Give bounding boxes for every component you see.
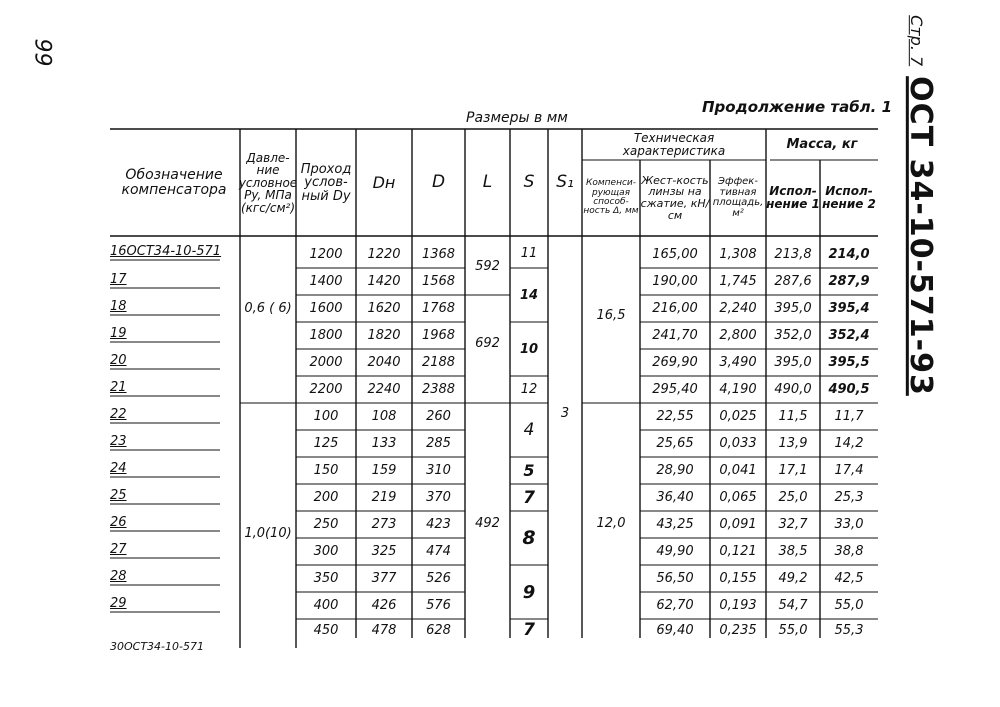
mass2-cell: 395,5 <box>828 355 870 370</box>
header-dn: Dн <box>372 172 396 192</box>
designation-2: 17 <box>110 272 127 287</box>
header-s1: S₁ <box>556 172 574 193</box>
dy-cell: 100 <box>313 409 339 424</box>
dn-cell: 478 <box>371 622 397 638</box>
mass1-cell: 54,7 <box>778 598 808 613</box>
s-7a: 7 <box>523 487 535 508</box>
d-cell: 370 <box>426 490 451 505</box>
compensator-table <box>110 128 880 653</box>
mass2-cell: 33,0 <box>834 517 864 532</box>
dn-cell: 325 <box>371 544 397 559</box>
s-12: 12 <box>520 382 538 397</box>
designation-10: 25 <box>110 488 127 503</box>
mass2-cell: 42,5 <box>834 571 864 586</box>
area-cell: 0,193 <box>719 598 757 613</box>
mass1-cell: 395,0 <box>774 355 812 370</box>
dy-cell: 250 <box>313 517 339 532</box>
mass2-cell: 38,8 <box>834 544 864 559</box>
d-cell: 526 <box>426 571 451 586</box>
header-d: D <box>431 172 446 193</box>
dn-cell: 1620 <box>367 301 401 316</box>
area-cell: 0,065 <box>719 490 757 505</box>
mass2-cell: 490,5 <box>828 382 870 397</box>
header-effective-area: Эффек-тивная площадь, м² <box>712 176 764 219</box>
area-cell: 0,121 <box>719 544 757 559</box>
dy-cell: 2200 <box>309 382 343 397</box>
stiffness-cell: 36,40 <box>656 490 694 505</box>
stiffness-cell: 295,40 <box>652 382 698 397</box>
dy-cell: 1600 <box>309 301 343 316</box>
area-cell: 1,308 <box>719 247 757 262</box>
s-9: 9 <box>522 581 536 603</box>
header-pressure: Давле-ние условное Py, МПа (кгс/см²) <box>238 150 298 215</box>
l-692: 692 <box>475 335 500 351</box>
mass2-cell: 214,0 <box>828 247 870 262</box>
header-tech-group: Техническая характеристика <box>622 131 726 158</box>
area-cell: 0,091 <box>719 517 757 532</box>
pressure-group-1: 0,6 ( 6) <box>244 300 292 316</box>
header-l: L <box>482 172 493 193</box>
mass2-cell: 17,4 <box>834 463 864 478</box>
dy-cell: 400 <box>313 598 339 613</box>
d-cell: 1768 <box>421 301 456 316</box>
d-cell: 1368 <box>421 247 456 262</box>
header-mass-group: Масса, кг <box>786 137 858 153</box>
area-cell: 3,490 <box>719 355 757 370</box>
dy-cell: 300 <box>313 544 339 559</box>
mass1-cell: 38,5 <box>778 544 808 559</box>
designation-5: 20 <box>110 353 127 368</box>
standard-code: ОСТ 34-10-571-93 <box>902 75 938 396</box>
side-page-number: 99 <box>29 38 55 67</box>
d-cell: 1568 <box>421 274 456 289</box>
mass2-cell: 287,9 <box>828 274 870 289</box>
designation-6: 21 <box>110 380 127 395</box>
dn-cell: 219 <box>371 490 397 505</box>
designation-3: 18 <box>110 299 127 314</box>
dn-cell: 108 <box>371 409 397 424</box>
mass1-cell: 490,0 <box>774 382 812 397</box>
designation-13: 28 <box>110 569 127 584</box>
mass1-cell: 352,0 <box>774 328 812 343</box>
area-cell: 2,240 <box>719 301 757 316</box>
dn-cell: 2040 <box>367 355 401 370</box>
area-cell: 0,155 <box>719 571 757 586</box>
dy-cell: 125 <box>313 436 339 451</box>
header-passage: Проход услов-ный Dy <box>300 161 352 204</box>
stiffness-cell: 28,90 <box>656 463 694 478</box>
dy-cell: 1200 <box>309 247 343 262</box>
mass1-cell: 213,8 <box>774 247 812 262</box>
dn-cell: 1220 <box>367 247 401 262</box>
mass2-cell: 14,2 <box>834 436 864 451</box>
dn-cell: 1420 <box>367 274 401 289</box>
area-cell: 0,033 <box>719 436 757 451</box>
dn-cell: 2240 <box>367 382 401 397</box>
mass2-cell: 55,0 <box>834 598 864 613</box>
header-mass-1: Испол-нение 1 <box>766 184 820 211</box>
stiffness-cell: 25,65 <box>656 436 694 451</box>
dn-cell: 426 <box>371 598 397 613</box>
mass1-cell: 25,0 <box>778 490 808 505</box>
stiffness-cell: 241,70 <box>652 328 698 343</box>
stiffness-cell: 43,25 <box>656 517 694 532</box>
dn-cell: 133 <box>371 436 397 451</box>
dy-cell: 1800 <box>309 328 343 343</box>
stiffness-cell: 69,40 <box>656 622 694 638</box>
header-compensation: Компенси-рующая способ-ность Δ, мм <box>583 178 639 217</box>
mass1-cell: 32,7 <box>778 517 808 532</box>
mass2-cell: 25,3 <box>834 490 864 505</box>
designation-9: 24 <box>110 461 127 476</box>
dy-cell: 1400 <box>309 274 343 289</box>
d-cell: 423 <box>426 517 451 532</box>
designation-15: 30ОСТ34-10-571 <box>110 640 204 653</box>
d-cell: 2388 <box>421 382 456 397</box>
mass2-cell: 352,4 <box>828 328 870 343</box>
continuation-title: Продолжение табл. 1 <box>702 98 893 116</box>
stiffness-cell: 216,00 <box>652 301 698 316</box>
designation-7: 22 <box>110 407 127 422</box>
header-mass-2: Испол-нение 2 <box>822 184 876 211</box>
mass1-cell: 287,6 <box>774 274 812 289</box>
s-7b: 7 <box>523 620 535 640</box>
area-cell: 0,041 <box>719 463 757 478</box>
mass1-cell: 13,9 <box>778 436 808 451</box>
designation-11: 26 <box>110 515 127 530</box>
s-11: 11 <box>520 245 538 261</box>
dy-cell: 350 <box>313 571 339 586</box>
dy-cell: 450 <box>313 622 339 638</box>
d-cell: 474 <box>426 544 451 559</box>
stiffness-cell: 190,00 <box>652 274 698 289</box>
designation-4: 19 <box>110 326 127 341</box>
l-592: 592 <box>475 258 500 274</box>
stiffness-cell: 22,55 <box>656 409 694 424</box>
s1-3: 3 <box>560 405 570 421</box>
designation-14: 29 <box>110 596 127 611</box>
d-cell: 310 <box>426 463 451 478</box>
d-cell: 576 <box>426 598 451 613</box>
dy-cell: 2000 <box>309 355 343 370</box>
dn-cell: 159 <box>371 463 397 478</box>
area-cell: 0,235 <box>719 622 757 638</box>
stiffness-cell: 49,90 <box>656 544 694 559</box>
pressure-group-2: 1,0(10) <box>244 525 292 541</box>
mass1-cell: 395,0 <box>774 301 812 316</box>
comp-12-0: 12,0 <box>596 515 626 531</box>
mass1-cell: 17,1 <box>778 463 808 478</box>
dy-cell: 200 <box>313 490 339 505</box>
mass1-cell: 11,5 <box>778 409 808 424</box>
s-14: 14 <box>519 287 539 303</box>
mass1-cell: 49,2 <box>778 571 808 586</box>
s-5: 5 <box>523 461 535 480</box>
area-cell: 1,745 <box>719 274 757 289</box>
header-stiffness: Жест-кость линзы на сжатие, кН/см <box>640 173 710 222</box>
dn-cell: 1820 <box>367 328 401 343</box>
header-designation: Обозначение компенсатора <box>121 167 227 198</box>
mass2-cell: 11,7 <box>834 409 864 424</box>
header-s: S <box>523 172 535 193</box>
designation-12: 27 <box>110 542 127 557</box>
mass2-cell: 55,3 <box>834 622 864 638</box>
mass1-cell: 55,0 <box>778 622 808 638</box>
s-8: 8 <box>522 527 536 549</box>
stiffness-cell: 56,50 <box>656 571 694 586</box>
stiffness-cell: 62,70 <box>656 598 694 613</box>
comp-16-5: 16,5 <box>596 307 626 323</box>
d-cell: 2188 <box>421 355 456 370</box>
dy-cell: 150 <box>313 463 339 478</box>
sheet-number: Стр. 7 <box>906 14 926 66</box>
d-cell: 260 <box>426 409 451 424</box>
s-4: 4 <box>523 420 535 440</box>
d-cell: 1968 <box>421 328 456 343</box>
mass2-cell: 395,4 <box>828 301 870 316</box>
area-cell: 4,190 <box>719 382 757 397</box>
stiffness-cell: 269,90 <box>652 355 698 370</box>
stiffness-cell: 165,00 <box>652 247 698 262</box>
sizes-note: Размеры в мм <box>466 110 568 126</box>
s-10: 10 <box>519 341 539 357</box>
d-cell: 285 <box>426 436 451 451</box>
designation-8: 23 <box>110 434 127 449</box>
dn-cell: 273 <box>371 517 397 532</box>
l-492: 492 <box>475 515 500 531</box>
dn-cell: 377 <box>371 571 397 586</box>
d-cell: 628 <box>426 622 451 638</box>
designation-1: 16ОСТ34-10-571 <box>110 244 222 259</box>
area-cell: 2,800 <box>719 328 757 343</box>
area-cell: 0,025 <box>719 409 757 424</box>
